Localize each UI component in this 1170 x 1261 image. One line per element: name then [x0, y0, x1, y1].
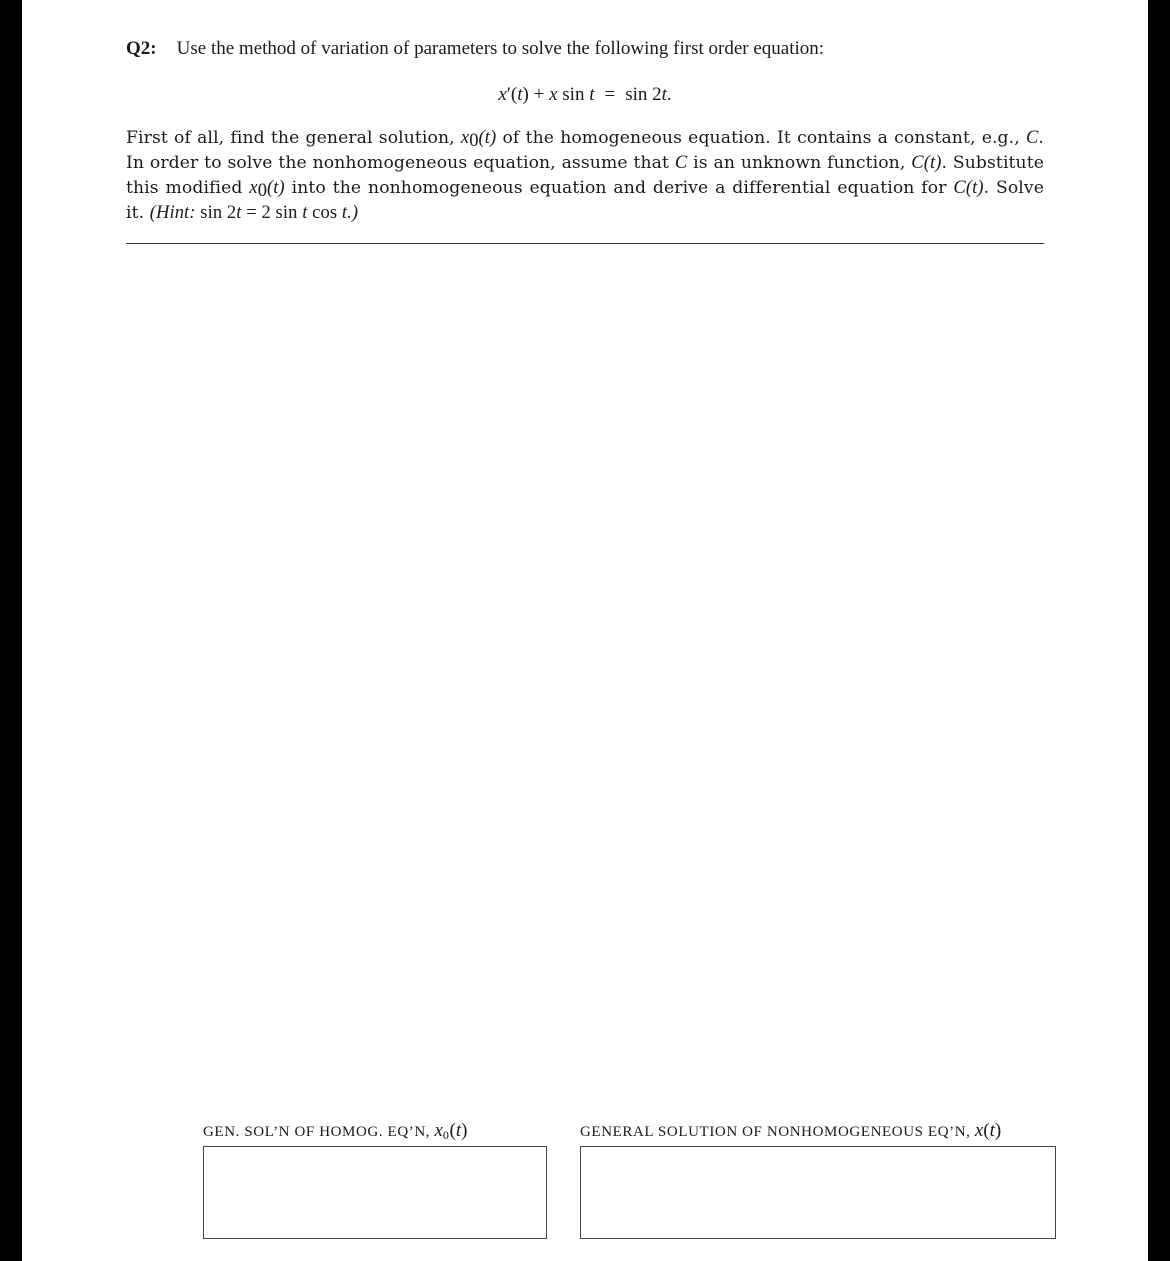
- text-run: In order to solve the nonhomogeneous equation, assume that: [126, 153, 675, 173]
- answer-box-nonhomogeneous[interactable]: [580, 1146, 1056, 1239]
- text-run: of the homogeneous equation. It contains a constant, e.g.,: [496, 128, 1026, 148]
- instructions-line-3: [126, 176, 1044, 201]
- differential-equation: [22, 82, 1148, 108]
- text-run: it.: [126, 203, 150, 223]
- answer-box-homogeneous[interactable]: [203, 1146, 547, 1239]
- math-x: x: [249, 178, 258, 198]
- eq-paren-close: ): [522, 84, 529, 105]
- math-equals: =: [241, 203, 262, 223]
- label-arg: t: [989, 1120, 995, 1141]
- instructions-line-1: [126, 126, 1044, 151]
- text-run: . Substitute: [941, 153, 1044, 173]
- eq-period: .: [666, 84, 672, 105]
- eq-rhs-sin: sin 2: [625, 84, 662, 105]
- label-arg: t: [455, 1120, 462, 1141]
- question-prompt: Use the method of variation of parameters to solve the following first order equation:: [176, 38, 825, 59]
- section-divider: [126, 243, 1044, 244]
- label-text: GENERAL SOLUTION OF NONHOMOGENEOUS EQ’N,: [580, 1124, 975, 1140]
- question-number: Q2:: [126, 38, 157, 59]
- text-run: into the nonhomogeneous equation and derive a differential equation for: [284, 178, 954, 198]
- math-Ct: C(t): [953, 178, 984, 198]
- math-subscript: 0: [257, 181, 268, 201]
- eq-lhs-x: x: [498, 84, 507, 105]
- label-symbol: x: [974, 1120, 984, 1141]
- math-Ct: C(t): [911, 153, 942, 173]
- label-subscript: 0: [442, 1128, 450, 1142]
- answer-label-nonhomogeneous: GENERAL SOLUTION OF NONHOMOGENEOUS EQ’N, x(t): [580, 1120, 1002, 1141]
- eq-plus: +: [528, 84, 550, 105]
- math-x: x: [460, 128, 470, 148]
- eq-rhs-t: t: [661, 84, 667, 105]
- text-run: . Solve: [983, 178, 1044, 198]
- worksheet-page: [22, 0, 1148, 1261]
- label-text: GEN. SOL’N OF HOMOG. EQ’N,: [203, 1124, 435, 1140]
- eq-equals: =: [604, 84, 616, 105]
- text-run: First of all, find the general solution,: [126, 128, 461, 148]
- label-symbol: x: [434, 1120, 443, 1141]
- text-run: .: [1038, 128, 1044, 148]
- math-arg: (t): [267, 178, 285, 198]
- text-run: is an unknown function,: [687, 153, 912, 173]
- math-arg: (t): [478, 128, 497, 148]
- eq-x: x: [549, 84, 558, 105]
- math-sin: sin 2: [200, 203, 237, 223]
- math-C: C: [674, 153, 688, 173]
- math-t: t: [236, 203, 242, 223]
- instructions-line-4: [126, 201, 1044, 226]
- instructions-line-2: [126, 151, 1044, 176]
- eq-paren-open: (: [510, 84, 518, 105]
- eq-sin: sin: [557, 84, 590, 105]
- eq-prime: ′: [506, 84, 511, 105]
- answer-label-homogeneous: GEN. SOL’N OF HOMOG. EQ’N, $x_0(t)$: [203, 1120, 468, 1142]
- math-C: C: [1025, 128, 1039, 148]
- hint-close: .): [347, 203, 359, 223]
- math-subscript: 0: [469, 131, 479, 151]
- hint-label: (Hint:: [149, 203, 201, 223]
- instructions-paragraph: [126, 126, 1044, 226]
- eq-t: t: [589, 84, 595, 105]
- math-t: t: [341, 203, 348, 223]
- text-run: this modified: [126, 178, 250, 198]
- math-t: t: [302, 203, 308, 223]
- math-rhs: 2 sin: [261, 203, 303, 223]
- eq-lhs-t: t: [517, 84, 523, 105]
- question-header: [126, 36, 1046, 61]
- math-cos: cos: [307, 203, 342, 223]
